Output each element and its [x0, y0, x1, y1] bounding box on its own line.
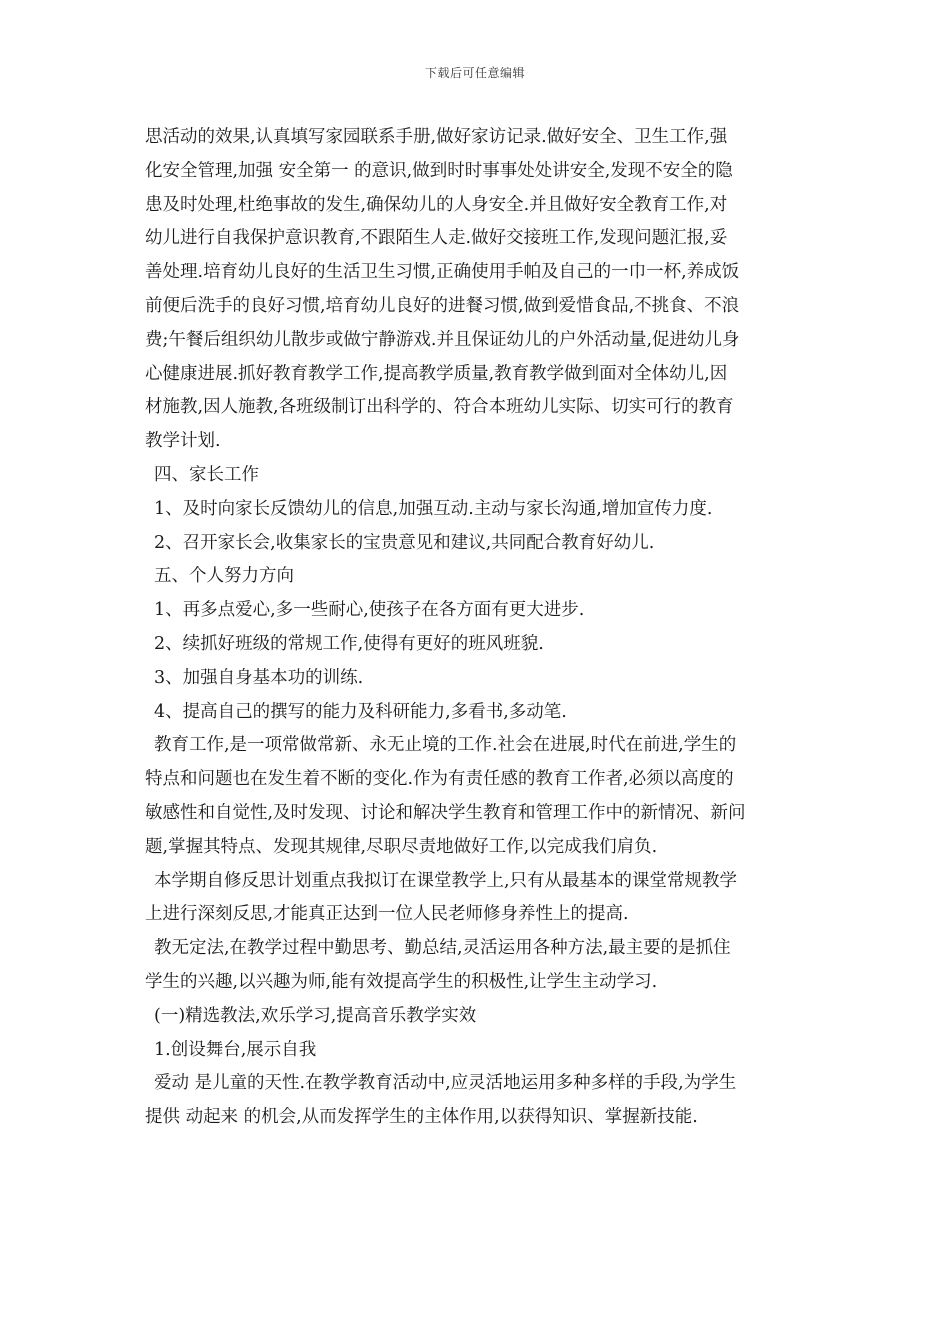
text-line: (一)精选教法,欢乐学习,提高音乐教学实效 [154, 1005, 477, 1026]
text-line: 上进行深刻反思,才能真正达到一位人民老师修身养性上的提高. [145, 904, 629, 925]
text-line: 1、再多点爱心,多一些耐心,使孩子在各方面有更大进步. [154, 600, 585, 621]
page-header: 下载后可任意编辑 [424, 66, 525, 80]
text-line: 爱动 是儿童的天性.在教学教育活动中,应灵活地运用多种多样的手段,为学生 [154, 1073, 737, 1094]
text-line: 1、及时向家长反馈幼儿的信息,加强互动.主动与家长沟通,增加宣传力度. [154, 498, 713, 519]
text-line: 4、提高自己的撰写的能力及科研能力,多看书,多动笔. [154, 701, 567, 722]
text-line: 2、续抓好班级的常规工作,使得有更好的班风班貌. [154, 633, 544, 654]
text-line: 幼儿进行自我保护意识教育,不跟陌生人走.做好交接班工作,发现问题汇报,妥 [145, 228, 728, 249]
text-line: 3、加强自身基本功的训练. [154, 667, 364, 688]
text-line: 前便后洗手的良好习惯,培育幼儿良好的进餐习惯,做到爱惜食品,不挑食、不浪 [145, 295, 740, 316]
text-line: 善处理.培育幼儿良好的生活卫生习惯,正确使用手帕及自己的一巾一杯,养成饭 [145, 262, 740, 283]
text-line: 材施教,因人施教,各班级制订出科学的、符合本班幼儿实际、切实可行的教育 [145, 397, 734, 418]
text-line: 学生的兴趣,以兴趣为师,能有效提高学生的积极性,让学生主动学习. [145, 971, 658, 992]
text-line: 患及时处理,杜绝事故的发生,确保幼儿的人身安全.并且做好安全教育工作,对 [145, 194, 728, 215]
text-line: 化安全管理,加强 安全第一 的意识,做到时时事事处处讲安全,发现不安全的隐 [145, 160, 733, 181]
text-line: 本学期自修反思计划重点我拟订在课堂教学上,只有从最基本的课堂常规教学 [154, 870, 738, 891]
text-line: 教育工作,是一项常做常新、永无止境的工作.社会在进展,时代在前进,学生的 [154, 735, 737, 756]
text-line: 敏感性和自觉性,及时发现、讨论和解决学生教育和管理工作中的新情况、新问 [145, 802, 746, 823]
text-line: 1.创设舞台,展示自我 [154, 1039, 317, 1060]
text-line: 心健康进展.抓好教育教学工作,提高教学质量,教育教学做到面对全体幼儿,因 [145, 363, 728, 384]
text-line: 特点和问题也在发生着不断的变化.作为有责任感的教育工作者,必须以高度的 [145, 769, 734, 790]
document-body [145, 121, 809, 1135]
text-line: 思活动的效果,认真填写家园联系手册,做好家访记录.做好安全、卫生工作,强 [145, 127, 728, 147]
text-line: 五、个人努力方向 [154, 566, 294, 587]
text-line: 提供 动起来 的机会,从而发挥学生的主体作用,以获得知识、掌握新技能. [145, 1107, 698, 1128]
text-line: 题,掌握其特点、发现其规律,尽职尽责地做好工作,以完成我们肩负. [145, 836, 658, 857]
text-line: 费;午餐后组织幼儿散步或做宁静游戏.并且保证幼儿的户外活动量,促进幼儿身 [145, 329, 740, 350]
text-line: 2、召开家长会,收集家长的宝贵意见和建议,共同配合教育好幼儿. [154, 532, 655, 553]
text-line: 教无定法,在教学过程中勤思考、勤总结,灵活运用各种方法,最主要的是抓住 [154, 938, 731, 959]
text-line: 四、家长工作 [154, 464, 259, 485]
text-line: 教学计划. [145, 431, 221, 452]
